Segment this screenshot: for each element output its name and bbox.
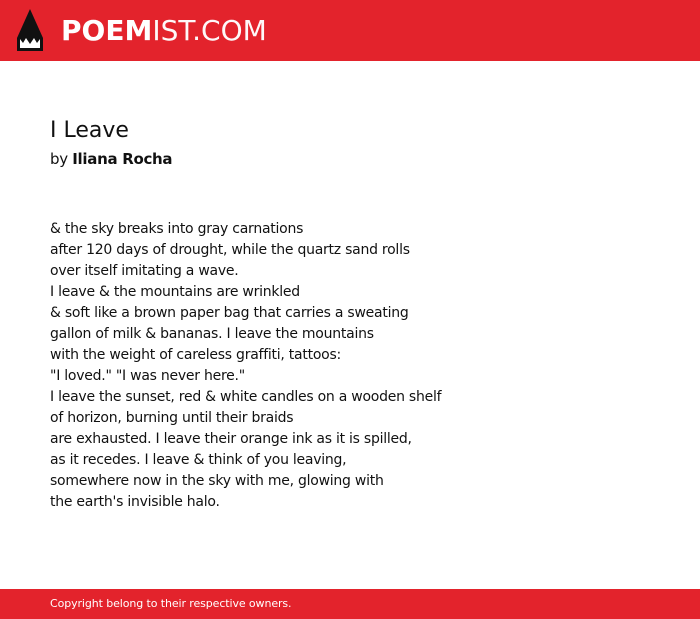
poem-line: somewhere now in the sky with me, glowing with [50, 473, 384, 489]
poem-line: & the sky breaks into gray carnations [50, 221, 304, 237]
poem-line: of horizon, burning until their braids [50, 410, 294, 426]
poem-line: as it recedes. I leave & think of you leaving, [50, 452, 347, 468]
poem-line: with the weight of careless graffiti, tattoos: [50, 347, 341, 363]
poem-line: over itself imitating a wave. [50, 263, 239, 279]
pencil-icon [17, 9, 43, 51]
poem-line: & soft like a brown paper bag that carries a sweating [50, 305, 409, 321]
poem-line: after 120 days of drought, while the quartz sand rolls [50, 242, 410, 258]
poem-byline [50, 148, 172, 170]
author-link[interactable]: Iliana Rocha [72, 150, 173, 168]
poem-line: are exhausted. I leave their orange ink as it is spilled, [50, 431, 412, 447]
site-header [0, 0, 700, 61]
poem-line: gallon of milk & bananas. I leave the mountains [50, 326, 374, 342]
poem-line: the earth's invisible halo. [50, 494, 220, 510]
site-footer [0, 589, 700, 619]
copyright-notice: Copyright belong to their respective owners. [50, 597, 292, 610]
brand-name-light: IST.COM [152, 14, 267, 47]
poem-title: I Leave [50, 118, 129, 143]
site-logo-link[interactable] [61, 13, 267, 49]
poem-line: "I loved." "I was never here." [50, 368, 245, 384]
poem-line: I leave the sunset, red & white candles on a wooden shelf [50, 389, 442, 405]
brand-name-bold: POEM [61, 14, 153, 47]
poem-body [50, 219, 441, 513]
by-label: by [50, 150, 68, 168]
poem-line: I leave & the mountains are wrinkled [50, 284, 300, 300]
